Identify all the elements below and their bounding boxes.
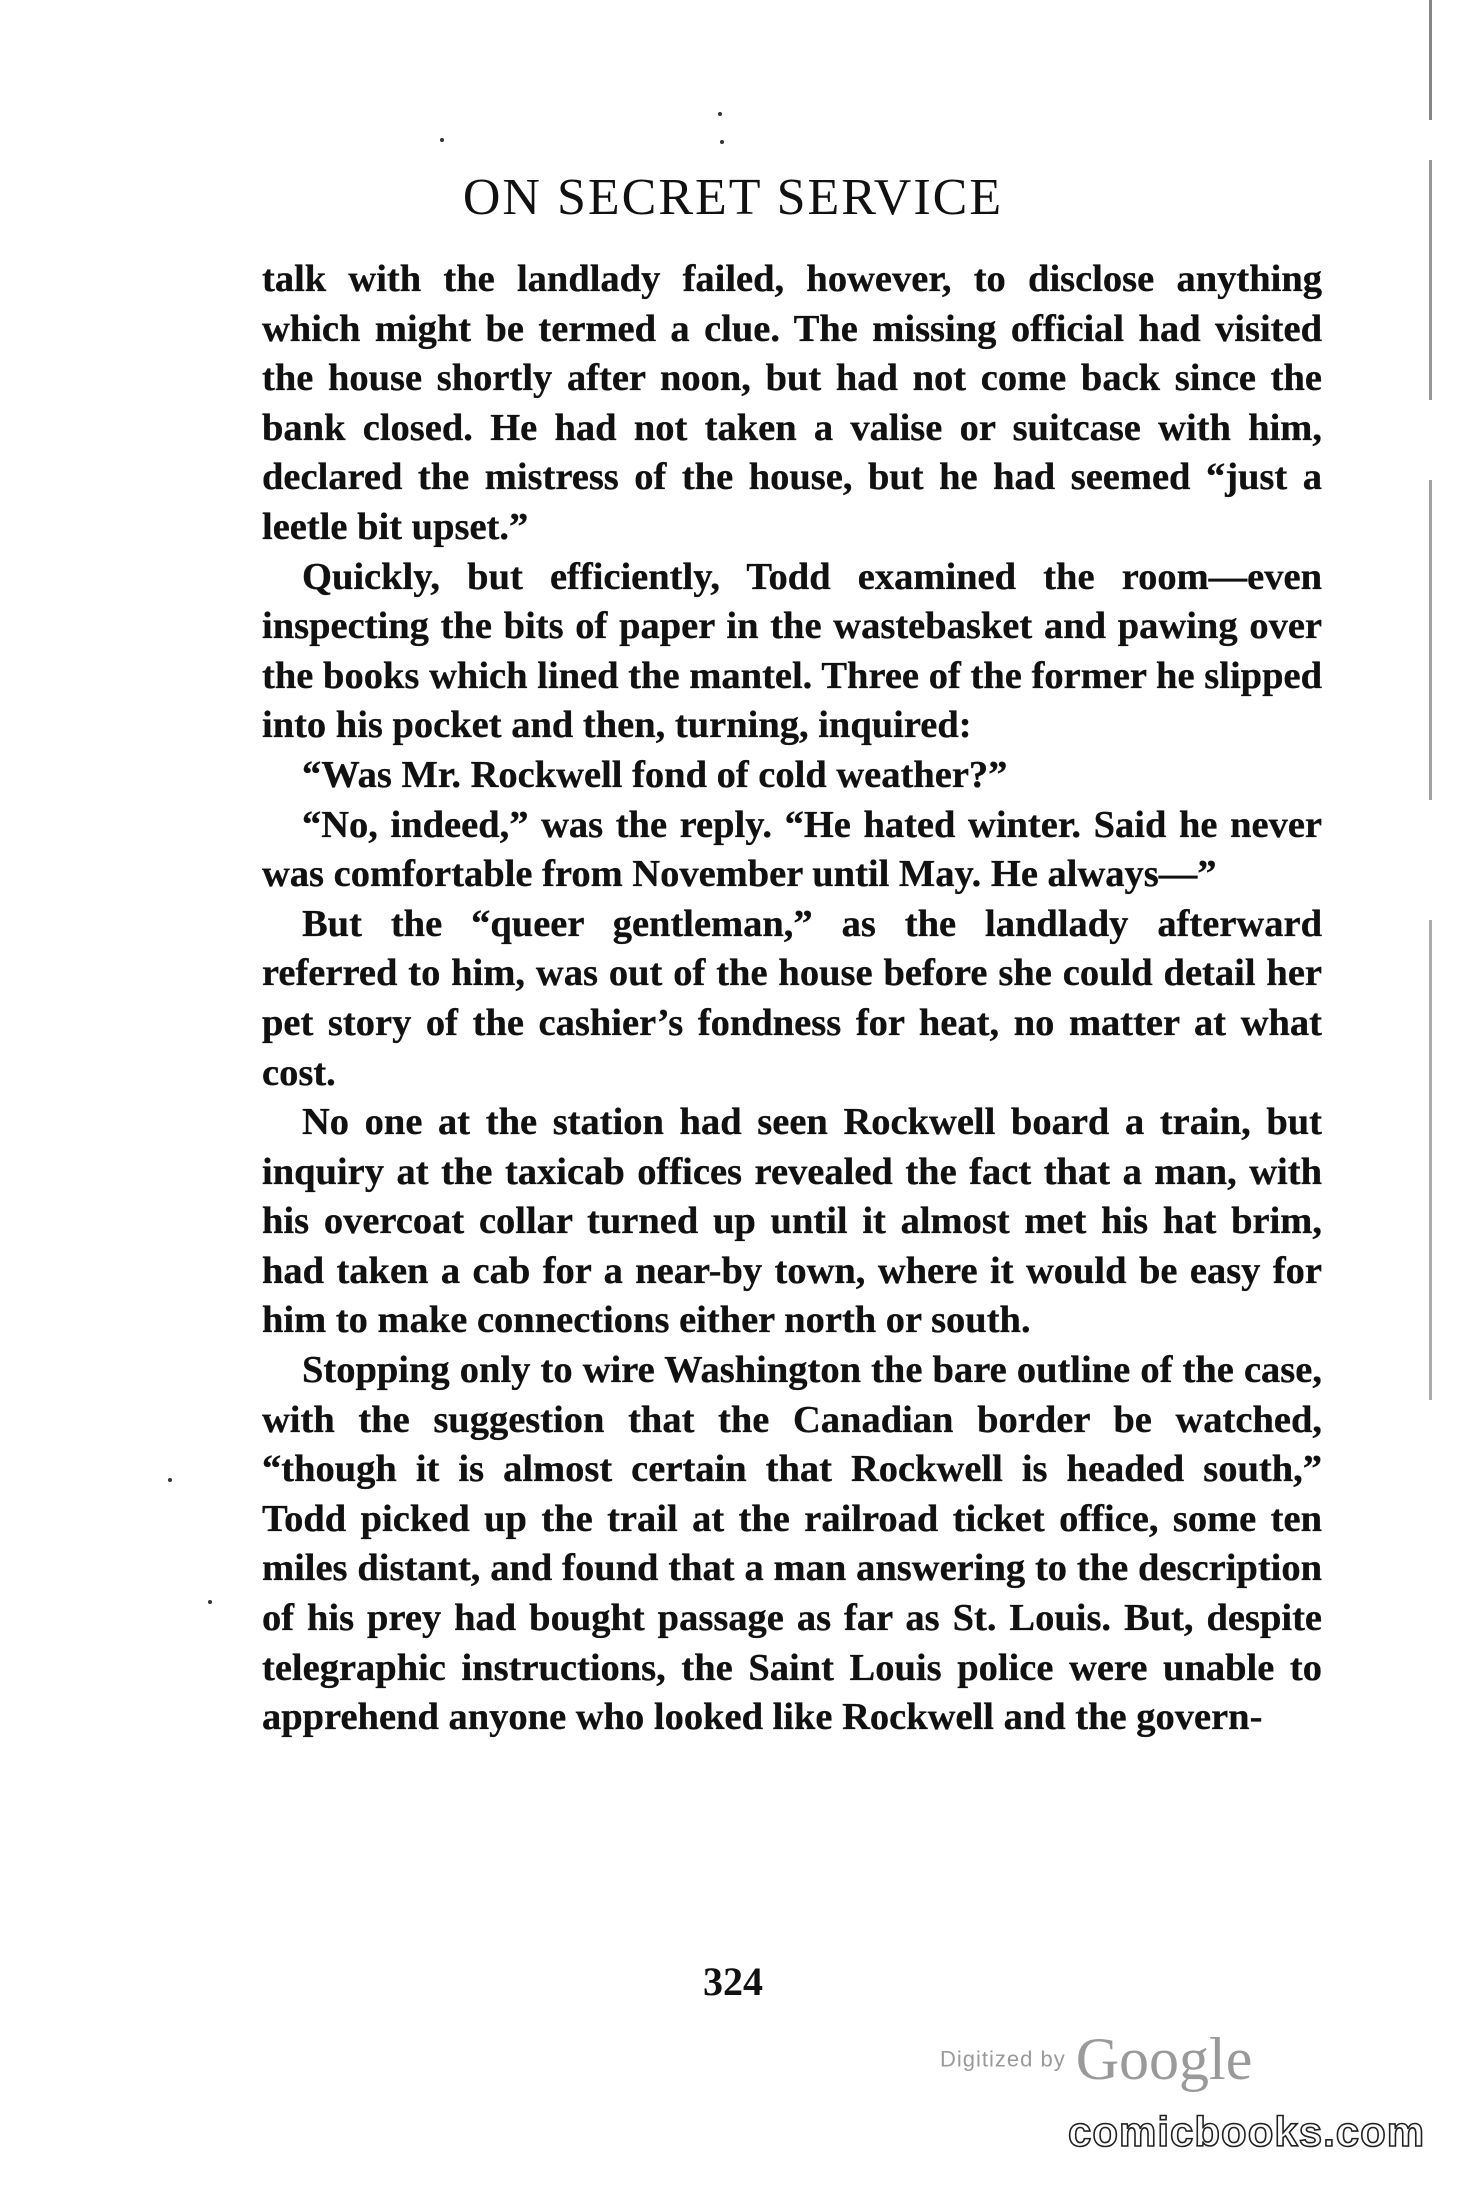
page-edge-shadow (1429, 0, 1432, 2000)
digitizer-logo: Google (1075, 2026, 1253, 2092)
paragraph: “No, indeed,” was the reply. “He hated winter. Said he never was comfortable from November until May. He always—” (262, 803, 1322, 896)
site-watermark: comicbooks.com (1068, 2108, 1426, 2155)
paragraph: Stopping only to wire Washington the bare outline of the case, with the suggestion that the Canadian border be watched, “though it is almost certain that Rockwell is headed south,” Todd picked up the trail at the railroad ticket office, some ten miles distant, and found that a man answering to the description of his prey had bought passage as far as St. Louis. But, despite telegraphic instructions, the Saint Louis police were unable to apprehend anyone who looked like Rockwell and the govern- (262, 1349, 1322, 1739)
paragraph: talk with the landlady failed, however, to disclose anything which might be termed a clue. The missing official had visited the house shortly after noon, but had not come back since the bank closed. He had not taken a valise or suitcase with him, declared the mistress of the house, but he had seemed “just a leetle bit upset.” (262, 258, 1322, 548)
page-number: 324 (703, 1959, 763, 2004)
paragraph: But the “queer gentleman,” as the landlady afterward referred to him, was out of the house before she could detail her pet story of the cashier’s fondness for heat, no matter at what cost. (262, 902, 1322, 1094)
digitizer-prefix: Digitized by (940, 2046, 1066, 2072)
scan-speck (440, 138, 444, 142)
paragraph: Quickly, but efficiently, Todd examined the room—even inspecting the bits of paper in the wastebasket and pawing over the books which lined the mantel. Three of the former he slipped into his pocket and then, turning, inquired: (262, 555, 1322, 747)
scan-speck (720, 140, 724, 144)
page-body (262, 255, 1322, 1743)
running-title: ON SECRET SERVICE (462, 169, 1004, 226)
digitizer-watermark (940, 2025, 1252, 2094)
scan-speck (208, 1600, 212, 1604)
scan-speck (718, 112, 722, 116)
paragraph: “Was Mr. Rockwell fond of cold weather?” (302, 753, 1008, 796)
scan-speck (168, 1478, 172, 1482)
paragraph: No one at the station had seen Rockwell board a train, but inquiry at the taxicab offices revealed the fact that a man, with his overcoat collar turned up until it almost met his hat brim, had taken a cab for a near-by town, where it would be easy for him to make connections either north or south. (262, 1101, 1322, 1342)
